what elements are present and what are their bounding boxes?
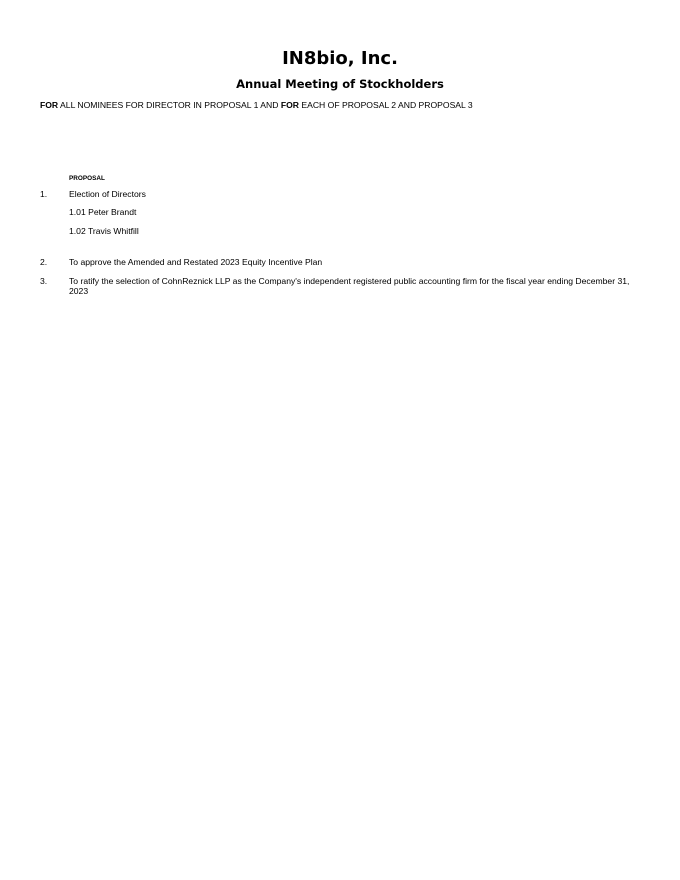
recommendation-text-1: ALL NOMINEES FOR DIRECTOR IN PROPOSAL 1 AND bbox=[58, 100, 281, 110]
recommendation-for-2: FOR bbox=[280, 100, 299, 110]
recommendation-for-1: FOR bbox=[40, 100, 59, 110]
document-header bbox=[0, 48, 680, 91]
proposal-1-number: 1. bbox=[40, 189, 48, 199]
nominee-1: 1.01 Peter Brandt bbox=[69, 207, 137, 217]
nominee-2: 1.02 Travis Whitfill bbox=[69, 226, 139, 236]
recommendation-text-2: EACH OF PROPOSAL 2 AND PROPOSAL 3 bbox=[298, 100, 473, 110]
proposal-2-number: 2. bbox=[40, 257, 48, 267]
proposal-2-text: To approve the Amended and Restated 2023 Equity Incentive Plan bbox=[69, 257, 323, 267]
meeting-title: Annual Meeting of Stockholders bbox=[236, 77, 444, 91]
proposal-3-text: To ratify the selection of CohnReznick LLP as the Company's independent registered public accounting firm for the fiscal year ending December 31, 2023 bbox=[69, 276, 630, 296]
proposal-3-number: 3. bbox=[40, 276, 48, 286]
proposal-1-text: Election of Directors bbox=[69, 189, 146, 199]
company-name: IN8bio, Inc. bbox=[282, 48, 398, 69]
board-recommendation bbox=[40, 100, 473, 111]
proposal-column-heading: PROPOSAL bbox=[69, 175, 105, 182]
